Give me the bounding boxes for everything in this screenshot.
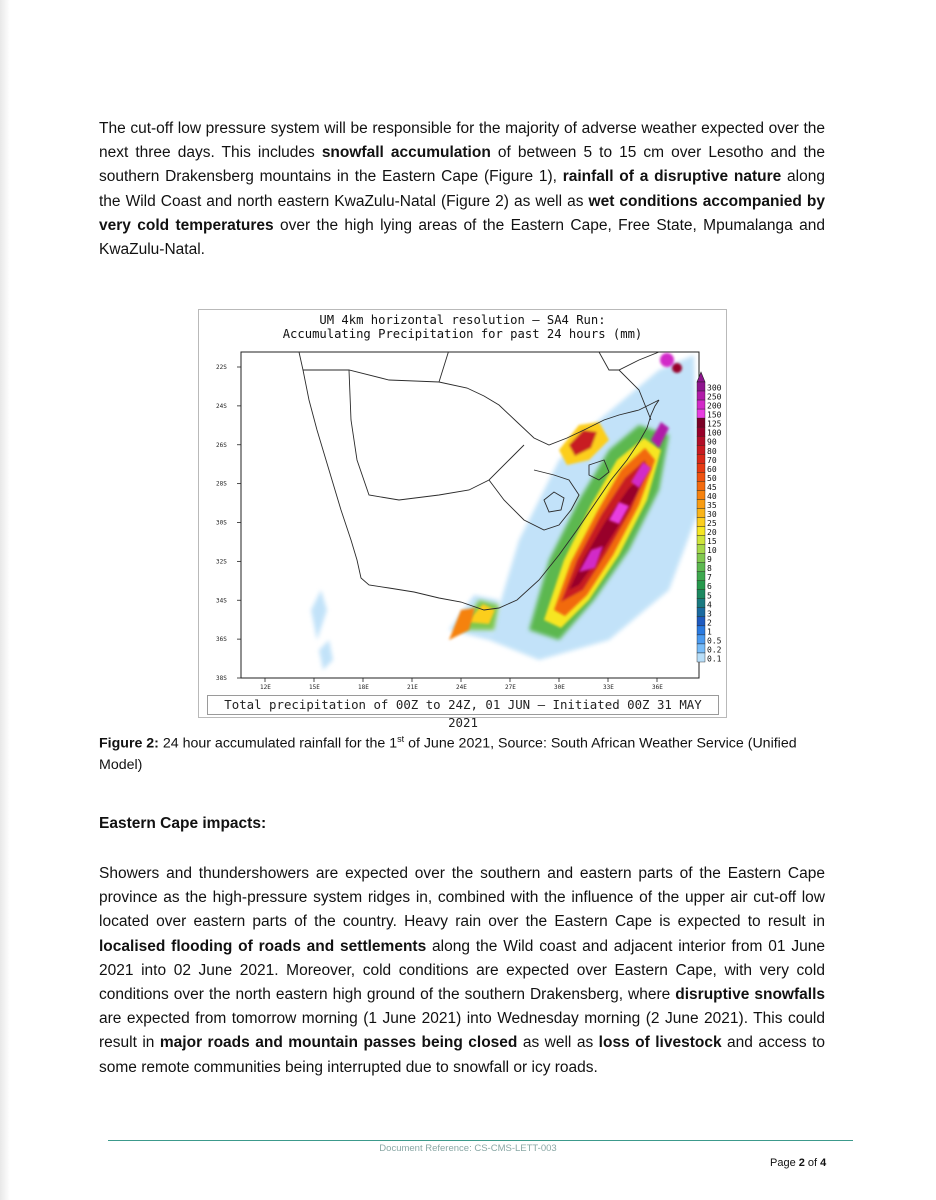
legend-swatch (697, 427, 705, 436)
legend-swatch (697, 508, 705, 517)
figure-caption: Figure 2: 24 hour accumulated rainfall for the 1st of June 2021, Source: South African Weather Service (Unified Model) (99, 734, 797, 773)
lat-tick-label: 22S (216, 364, 227, 371)
document-reference: Document Reference: CS-CMS-LETT-003 (379, 1143, 557, 1154)
lon-tick-label: 27E (505, 684, 516, 691)
lon-tick-label: 33E (603, 684, 614, 691)
figure-title-line1: UM 4km horizontal resolution – SA4 Run: (319, 313, 606, 327)
legend-swatch (697, 635, 705, 644)
lat-tick-label: 28S (216, 480, 227, 488)
legend-label: 5 (707, 591, 712, 601)
legend-label: 125 (707, 419, 722, 429)
legend-swatch (697, 454, 705, 463)
legend-label: 35 (707, 500, 717, 510)
longitude-axis (260, 678, 663, 691)
legend-swatch (697, 572, 705, 581)
legend-swatch (697, 409, 705, 418)
legend-swatch (697, 581, 705, 590)
legend-label: 250 (707, 392, 722, 402)
lat-tick-label: 34S (216, 597, 227, 605)
lat-tick-label: 32S (216, 558, 227, 566)
legend-swatch (697, 626, 705, 635)
page-edge-shadow (0, 0, 10, 1200)
legend-label: 0.2 (707, 645, 722, 655)
legend-swatch (697, 391, 705, 400)
legend-swatch (697, 472, 705, 481)
legend-label: 200 (707, 401, 722, 411)
legend-swatch (697, 463, 705, 472)
legend-swatch (697, 490, 705, 499)
legend-swatch (697, 382, 705, 391)
lon-tick-label: 36E (652, 684, 663, 691)
legend-label: 30 (707, 509, 717, 519)
lon-tick-label: 18E (358, 684, 369, 691)
legend-label: 150 (707, 410, 722, 420)
legend-swatch (697, 563, 705, 572)
legend-label: 1 (707, 627, 712, 637)
legend-label: 15 (707, 537, 717, 547)
impacts-paragraph: Showers and thundershowers are expected over the southern and eastern parts of the Eastern Cape province as the high-pressure system ridges in, combined with the influence of the upper air cut-off low located over eastern parts of the country. Heavy rain over the Eastern Cape is expected to result in localised flooding of roads and settlements along the Wild coast and adjacent interior from 01 June 2021 into 02 June 2021. Moreover, cold conditions are expected over Eastern Cape, with very cold conditions over the north eastern high ground of the southern Drakensberg, where disruptive snowfalls are expected from tomorrow morning (1 June 2021) into Wednesday morning (2 June 2021). This could result in major roads and mountain passes being closed as well as loss of livestock and access to some remote communities being interrupted due to snowfall or icy roads. (99, 865, 826, 1076)
lat-tick-label: 30S (216, 519, 227, 527)
legend-label: 2 (707, 618, 712, 628)
legend-swatch (697, 599, 705, 608)
lon-tick-label: 15E (309, 684, 320, 691)
legend-label: 25 (707, 519, 717, 529)
lat-tick-label: 36S (216, 636, 227, 644)
legend-swatch (697, 608, 705, 617)
legend-label: 45 (707, 482, 717, 492)
legend-swatch (697, 644, 705, 653)
legend-swatch (697, 418, 705, 427)
legend-swatch (697, 481, 705, 490)
legend-label: 6 (707, 582, 712, 592)
rainfall-map-figure (198, 309, 727, 730)
footer-divider (108, 1140, 853, 1141)
lon-tick-label: 24E (456, 684, 467, 691)
legend-swatch (697, 590, 705, 599)
lon-tick-label: 21E (407, 684, 418, 691)
legend-label: 7 (707, 573, 712, 583)
legend-label: 90 (707, 437, 717, 447)
latitude-axis (216, 364, 241, 682)
legend-label: 80 (707, 446, 717, 456)
legend-swatch (697, 445, 705, 454)
lon-tick-label: 30E (554, 684, 565, 691)
legend-label: 9 (707, 555, 712, 565)
legend-swatch (697, 517, 705, 526)
legend-label: 60 (707, 464, 717, 474)
legend-swatch (697, 545, 705, 554)
section-heading: Eastern Cape impacts: (99, 815, 267, 832)
lat-tick-label: 26S (216, 441, 227, 449)
page-number: Page 2 of 4 (770, 1157, 827, 1169)
legend-swatch (697, 536, 705, 545)
legend-swatch (697, 554, 705, 563)
legend-label: 100 (707, 428, 722, 438)
legend-label: 8 (707, 564, 712, 574)
legend-label: 4 (707, 600, 712, 610)
figure-title (199, 313, 726, 341)
legend-label: 0.1 (707, 654, 722, 664)
legend-label: 300 (707, 383, 722, 393)
legend-swatch (697, 400, 705, 409)
legend-label: 50 (707, 473, 717, 483)
legend-label: 70 (707, 455, 717, 465)
figure-footer-text: Total precipitation of 00Z to 24Z, 01 JUN – Initiated 00Z 31 MAY 2021 (207, 695, 719, 715)
precipitation-legend (697, 372, 722, 664)
lon-tick-label: 12E (260, 684, 271, 691)
caption-label: Figure 2: (99, 735, 159, 752)
legend-label: 20 (707, 528, 717, 538)
legend-label: 10 (707, 546, 717, 556)
lat-tick-label: 38S (216, 675, 227, 682)
legend-label: 0.5 (707, 636, 722, 646)
intro-paragraph: The cut-off low pressure system will be responsible for the majority of adverse weather expected over the next three days. This includes snowfall accumulation of between 5 to 15 cm over Lesotho and the southern Drakensberg mountains in the Eastern Cape (Figure 1), rainfall of a disruptive nature along the Wild Coast and north eastern KwaZulu-Natal (Figure 2) as well as wet conditions accompanied by very cold temperatures over the high lying areas of the Eastern Cape, Free State, Mpumalanga and KwaZulu-Natal. (99, 120, 826, 259)
legend-swatch (697, 653, 705, 662)
legend-label: 3 (707, 609, 712, 619)
legend-swatch (697, 499, 705, 508)
figure-title-line2: Accumulating Precipitation for past 24 hours (mm) (282, 327, 643, 341)
legend-swatch (697, 527, 705, 536)
lat-tick-label: 24S (216, 402, 227, 410)
legend-swatch (697, 617, 705, 626)
legend-swatch (697, 436, 705, 445)
legend-label: 40 (707, 491, 717, 501)
